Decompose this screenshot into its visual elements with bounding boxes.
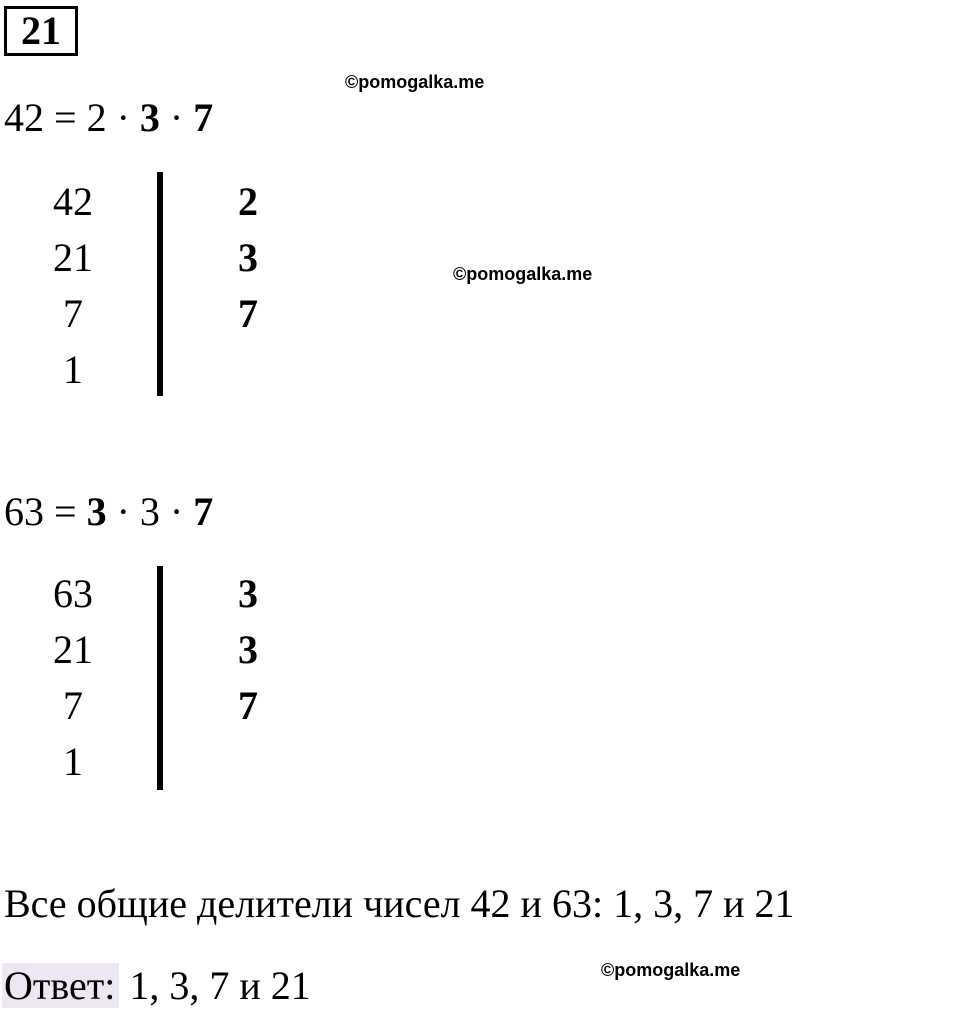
equals-sign: = — [54, 95, 77, 140]
division-factor: 2 — [238, 179, 258, 224]
dot-operator: · — [169, 95, 184, 140]
division-number: 1 — [63, 347, 83, 392]
equation-left: 42 — [4, 95, 44, 140]
division-number: 21 — [53, 627, 93, 672]
watermark-1: ©pomogalka.me — [345, 72, 485, 92]
equation-63 — [4, 488, 213, 536]
watermark-2: ©pomogalka.me — [453, 264, 593, 284]
factor-2: 3 — [139, 489, 160, 534]
division-number: 7 — [63, 291, 83, 336]
answer-label: Ответ: — [2, 963, 119, 1008]
answer-value: 1, 3, 7 и 21 — [129, 963, 311, 1008]
division-number: 21 — [53, 235, 93, 280]
watermark-3: ©pomogalka.me — [601, 960, 741, 980]
dot-operator: · — [169, 489, 184, 534]
task-number: 21 — [21, 8, 61, 53]
division-number: 7 — [63, 683, 83, 728]
dot-operator: · — [116, 489, 130, 534]
division-number: 1 — [63, 739, 83, 784]
factor-1: 2 — [86, 95, 107, 140]
division-bar — [157, 172, 163, 396]
division-number: 63 — [53, 571, 93, 616]
equation-left: 63 — [4, 489, 44, 534]
dot-operator: · — [116, 95, 130, 140]
equation-42 — [4, 94, 213, 142]
division-bar — [157, 566, 163, 790]
answer-line — [2, 962, 311, 1010]
factor-1: 3 — [86, 489, 107, 534]
division-factor: 3 — [238, 571, 258, 616]
division-factor: 3 — [238, 627, 258, 672]
factor-3: 7 — [193, 489, 214, 534]
division-number: 42 — [53, 179, 93, 224]
division-factor: 7 — [238, 683, 258, 728]
division-factor: 7 — [238, 291, 258, 336]
conclusion-text: Все общие делители чисел 42 и 63: 1, 3, 7 и 21 — [4, 881, 795, 926]
division-factor: 3 — [238, 235, 258, 280]
task-number-box — [4, 6, 78, 56]
factor-2: 3 — [139, 95, 160, 140]
equals-sign: = — [54, 489, 77, 534]
factor-3: 7 — [193, 95, 214, 140]
